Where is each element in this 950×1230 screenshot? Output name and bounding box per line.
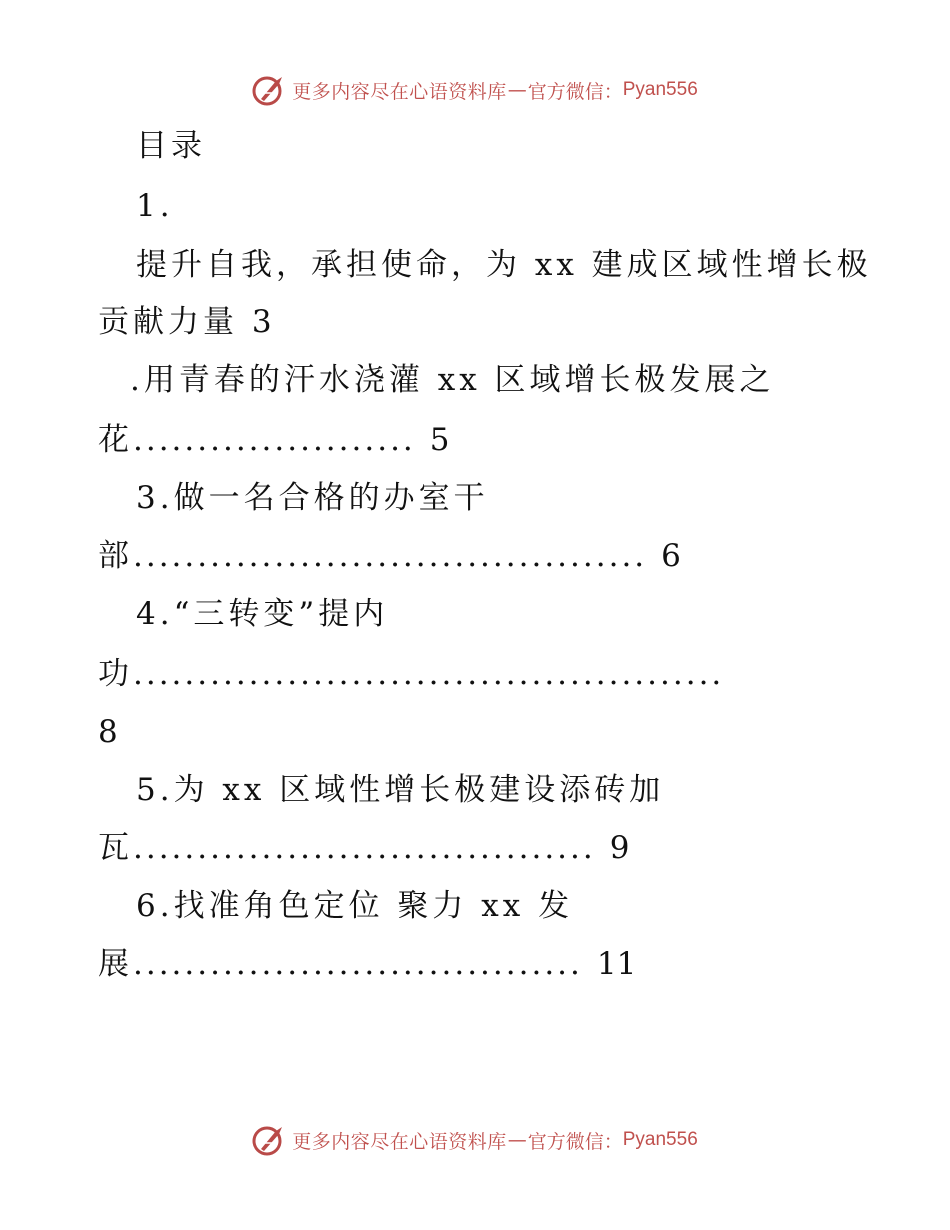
watermark-footer bbox=[0, 1122, 950, 1158]
watermark-brand: 更多内容尽在心语资料库 bbox=[292, 1130, 507, 1153]
toc-entry-2-leader bbox=[98, 420, 450, 460]
toc-entry-5-title: 5.为 xx 区域性增长极建设添砖加 bbox=[136, 772, 665, 808]
quill-logo-icon bbox=[252, 73, 286, 107]
toc-entry-4-page: 8 bbox=[98, 714, 122, 750]
toc-entry-1-number: 1. bbox=[136, 188, 174, 224]
toc-entry-4-lead-char: 功 bbox=[98, 656, 133, 692]
toc-entry-2-title: .用青春的汗水浇灌 xx 区域增长极发展之 bbox=[130, 362, 775, 398]
toc-entry-6-dots: ................................... bbox=[133, 946, 583, 982]
watermark-separator: — bbox=[507, 1129, 527, 1151]
toc-entry-6-title: 6.找准角色定位 聚力 xx 发 bbox=[136, 888, 574, 924]
toc-entry-4-leader bbox=[98, 654, 724, 694]
toc-entry-4-title: 4.“三转变”提内 bbox=[136, 596, 389, 632]
toc-entry-5-dots: .................................... bbox=[133, 830, 596, 866]
toc-title: 目录 bbox=[136, 128, 206, 164]
watermark-wechat-label: 官方微信： bbox=[527, 80, 623, 103]
toc-entry-4-dots: .............................................. bbox=[133, 656, 725, 692]
watermark-wechat-label: 官方微信： bbox=[527, 1130, 623, 1153]
toc-entry-1-title-line-1: 提升自我，承担使命，为 xx 建成区域性增长极 bbox=[136, 247, 872, 283]
toc-entry-2-dots: ...................... bbox=[133, 422, 416, 458]
toc-entry-2-lead-char: 花 bbox=[98, 422, 133, 458]
toc-entry-6-page: 11 bbox=[596, 946, 637, 982]
toc-entry-3-page: 6 bbox=[661, 538, 681, 574]
watermark-header bbox=[0, 72, 950, 108]
toc-entry-6-lead-char: 展 bbox=[98, 946, 133, 982]
toc-entry-1-title-line-2: 贡献力量 3 bbox=[98, 304, 276, 340]
watermark-separator: — bbox=[507, 79, 527, 101]
toc-entry-3-dots: ........................................ bbox=[133, 538, 648, 574]
toc-entry-3-leader bbox=[98, 536, 681, 576]
toc-entry-3-lead-char: 部 bbox=[98, 538, 133, 574]
toc-entry-5-page: 9 bbox=[609, 830, 630, 866]
toc-entry-3-title: 3.做一名合格的办室干 bbox=[136, 480, 489, 516]
toc-entry-5-lead-char: 瓦 bbox=[98, 830, 133, 866]
quill-logo-icon bbox=[252, 1123, 286, 1157]
toc-entry-2-page: 5 bbox=[429, 422, 450, 458]
watermark-wechat-id: Pyan556 bbox=[622, 1129, 698, 1150]
toc-entry-6-leader bbox=[98, 944, 636, 984]
toc-entry-5-leader bbox=[98, 828, 629, 868]
watermark-wechat-id: Pyan556 bbox=[622, 79, 698, 100]
watermark-brand: 更多内容尽在心语资料库 bbox=[292, 80, 507, 103]
